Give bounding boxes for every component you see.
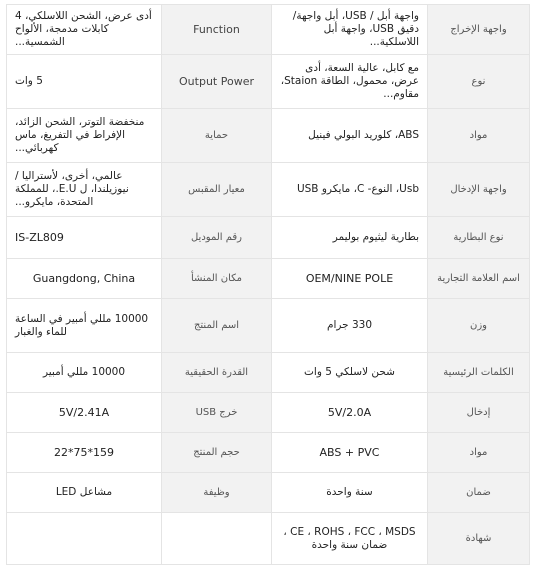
spec-value: ABS، كلوريد البولي فينيل [272, 109, 428, 163]
spec-row [7, 163, 530, 217]
spec-value: 10000 مللي أمبير في الساعة للماء والغبار [7, 299, 162, 353]
spec-value: 330 جرام [272, 299, 428, 353]
spec-row [7, 299, 530, 353]
spec-label: شهادة [428, 513, 530, 565]
spec-label: رقم الموديل [162, 217, 272, 259]
spec-row [7, 393, 530, 433]
spec-label: مواد [428, 433, 530, 473]
spec-row [7, 109, 530, 163]
spec-label: نوع البطارية [428, 217, 530, 259]
spec-label: USB خرج [162, 393, 272, 433]
spec-value: شحن لاسلكي 5 وات [272, 353, 428, 393]
spec-row [7, 259, 530, 299]
spec-value: مع كابل، عالية السعة، أدى عرض، محمول، الطاقة Staion، مقاوم... [272, 55, 428, 109]
spec-label: الكلمات الرئيسية [428, 353, 530, 393]
spec-row [7, 513, 530, 565]
spec-value: 22*75*159 [7, 433, 162, 473]
spec-label: نوع [428, 55, 530, 109]
spec-label: Function [162, 5, 272, 55]
spec-value: 5 وات [7, 55, 162, 109]
spec-label: مواد [428, 109, 530, 163]
spec-label: اسم العلامة التجارية [428, 259, 530, 299]
spec-label: واجهة الإخراج [428, 5, 530, 55]
spec-row [7, 353, 530, 393]
spec-value [7, 513, 162, 565]
spec-label: اسم المنتج [162, 299, 272, 353]
spec-value: OEM/NINE POLE [272, 259, 428, 299]
spec-row [7, 217, 530, 259]
spec-row [7, 473, 530, 513]
spec-value: مشاعل LED [7, 473, 162, 513]
spec-label: حجم المنتج [162, 433, 272, 473]
spec-value: ABS + PVC [272, 433, 428, 473]
spec-value: سنة واحدة [272, 473, 428, 513]
spec-value: 5V/2.0A [272, 393, 428, 433]
spec-label: حماية [162, 109, 272, 163]
spec-label: القدرة الحقيقية [162, 353, 272, 393]
spec-value: Guangdong, China [7, 259, 162, 299]
spec-value: بطارية ليثيوم بوليمر [272, 217, 428, 259]
spec-label: وزن [428, 299, 530, 353]
spec-label: Output Power [162, 55, 272, 109]
spec-row [7, 433, 530, 473]
spec-value: Usb، النوع- C، مايكرو USB [272, 163, 428, 217]
spec-label: وظيفة [162, 473, 272, 513]
spec-value: أدى عرض، الشحن اللاسلكي، 4 كابلات مدمجة، الألواح الشمسية... [7, 5, 162, 55]
spec-value: 5V/2.41A [7, 393, 162, 433]
spec-label: إدخال [428, 393, 530, 433]
specification-table [6, 4, 530, 565]
spec-label: ضمان [428, 473, 530, 513]
spec-value: CE ، ROHS ، FCC ، MSDS ، ضمان سنة واحدة [272, 513, 428, 565]
spec-value: منخفضة التوتر، الشحن الزائد، الإفراط في التفريغ، ماس كهربائي... [7, 109, 162, 163]
spec-value: عالمي، أخرى، لأستراليا / نيوزيلندا، ل E.U.، للمملكة المتحدة، مايكرو... [7, 163, 162, 217]
spec-label [162, 513, 272, 565]
spec-value: 10000 مللي أمبير [7, 353, 162, 393]
spec-row [7, 55, 530, 109]
spec-label: مكان المنشأ [162, 259, 272, 299]
spec-label: واجهة الإدخال [428, 163, 530, 217]
spec-row [7, 5, 530, 55]
spec-value: واجهة أبل / USB، أبل واجهة/ دقيق USB، واجهة أبل اللاسلكية... [272, 5, 428, 55]
spec-label: معيار المقبس [162, 163, 272, 217]
spec-value: IS-ZL809 [7, 217, 162, 259]
